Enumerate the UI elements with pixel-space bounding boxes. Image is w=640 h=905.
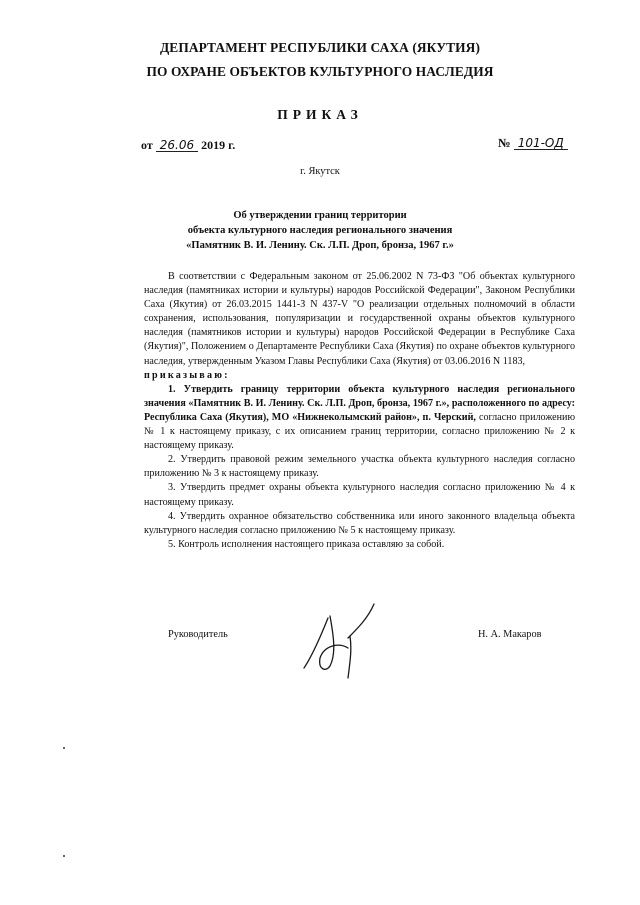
item-2: 2. Утвердить правовой режим земельного участка объекта культурного наследия согласно приложению № 3 к настоящему приказу. [144, 454, 575, 480]
scan-speck [63, 747, 65, 749]
header-line-1: ДЕПАРТАМЕНТ РЕСПУБЛИКИ САХА (ЯКУТИЯ) [159, 40, 481, 55]
order-body [144, 270, 575, 552]
order-number [498, 136, 568, 151]
scan-speck [63, 855, 65, 857]
order-word: приказываю: [144, 369, 230, 381]
signature-role: Руководитель [168, 629, 228, 640]
number-handwritten: 101-ОД [514, 137, 568, 150]
subject-line-2: объекта культурного наследия регионального значения [187, 225, 453, 236]
subject-line-3: «Памятник В. И. Ленину. Ск. Л.П. Дроп, бронза, 1967 г.» [186, 240, 454, 251]
doc-type-title: ПРИКАЗ [277, 107, 363, 122]
item-4: 4. Утвердить охранное обязательство собственника или иного законного владельца объекта культурного наследия согласно приложению № 5 к настоящему приказу. [144, 510, 575, 536]
item-1-rest: согласно приложению № 1 к настоящему приказу, с их описанием границ территории, согласно приложению № 2 к настоящему приказу. [144, 411, 575, 452]
signature-icon [290, 598, 400, 683]
item-1 [144, 383, 575, 453]
item-3: 3. Утвердить предмет охраны объекта культурного наследия согласно приложению № 4 к настоящему приказу. [144, 482, 575, 508]
subject-line-1: Об утверждении границ территории [233, 210, 407, 221]
signature-name: Н. А. Макаров [478, 629, 542, 640]
city: г. Якутск [300, 166, 340, 177]
date-handwritten: 26.06 [156, 139, 198, 152]
number-prefix: № [498, 136, 511, 150]
date-prefix: от [141, 138, 153, 152]
preamble: В соответствии с Федеральным законом от 25.06.2002 N 73-ФЗ "Об объектах культурного наследия (памятниках истории и культуры) народов Российской Федерации", Законом Республики Саха (Якутия) от 26.03.2015 1441-З N 437-V "О реализации отдельных полномочий в области сохранения, использования, популяризации и государственной охраны объектов культурного наследия (памятников истории и культуры) народов Российской Федерации в Республике Саха (Якутия)", Положением о Департаменте Республики Саха (Якутия) по охране объектов культурного наследия, утвержденным Указом Главы Республики Саха (Якутия) от 03.06.2016 N 1183, [144, 271, 575, 367]
item-5: 5. Контроль исполнения настоящего приказа оставляю за собой. [168, 538, 445, 550]
order-date [141, 138, 235, 153]
date-year: 2019 г. [201, 138, 236, 152]
header-line-2: ПО ОХРАНЕ ОБЪЕКТОВ КУЛЬТУРНОГО НАСЛЕДИЯ [146, 64, 494, 79]
item-1-bold: 1. Утвердить границу территории объекта культурного наследия регионального значения «Памятник В. И. Ленину. Ск. Л.П. Дроп, бронза, 1967 г.», расположенного по адресу: Республика Саха (Якутия), МО «Нижнеколымский район», п. Черский, [144, 383, 575, 423]
